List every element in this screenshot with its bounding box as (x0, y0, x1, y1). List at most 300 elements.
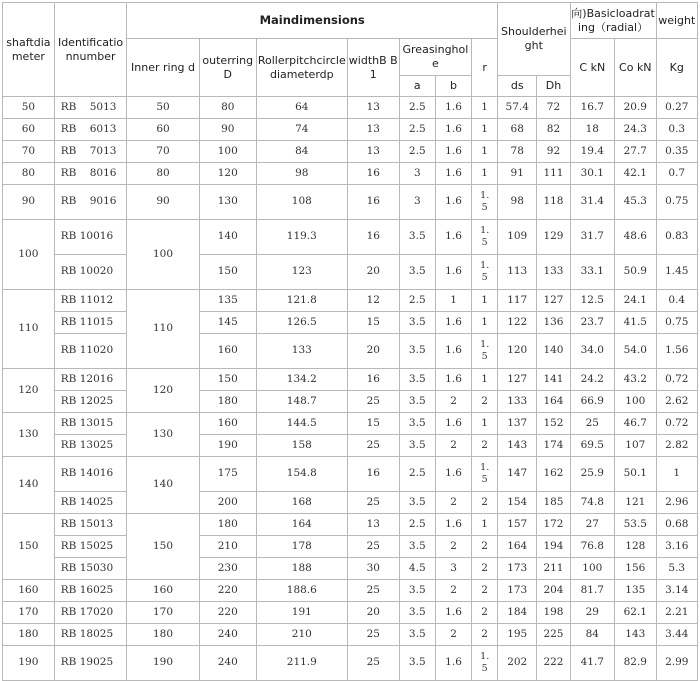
identification-cell: RB 12025 (54, 391, 127, 413)
pitch-diameter-cell: 108 (256, 185, 347, 220)
identification-cell: RB 19025 (54, 646, 127, 681)
ds-cell: 109 (498, 220, 537, 255)
outer-ring-cell: 145 (199, 312, 256, 334)
outer-ring-cell: 130 (199, 185, 256, 220)
outer-ring-cell: 150 (199, 255, 256, 290)
grease-a-cell: 3.5 (399, 435, 435, 457)
shaft-diameter-cell: 160 (3, 580, 55, 602)
c-cell: 34.0 (570, 334, 615, 369)
ds-cell: 143 (498, 435, 537, 457)
ds-cell: 137 (498, 413, 537, 435)
pitch-diameter-cell: 126.5 (256, 312, 347, 334)
header-shaft-diameter: shaftdiameter (3, 3, 55, 97)
dh-cell: 222 (537, 646, 570, 681)
weight-cell: 2.21 (656, 602, 697, 624)
c-cell: 66.9 (570, 391, 615, 413)
ds-cell: 147 (498, 457, 537, 492)
inner-ring-cell: 100 (127, 220, 200, 290)
pitch-diameter-cell: 210 (256, 624, 347, 646)
dh-cell: 133 (537, 255, 570, 290)
c-cell: 84 (570, 624, 615, 646)
co-cell: 53.5 (615, 514, 656, 536)
grease-a-cell: 3.5 (399, 255, 435, 290)
weight-cell: 2.96 (656, 492, 697, 514)
outer-ring-cell: 90 (199, 119, 256, 141)
grease-a-cell: 3.5 (399, 413, 435, 435)
width-cell: 20 (347, 602, 399, 624)
pitch-diameter-cell: 84 (256, 141, 347, 163)
weight-cell: 0.27 (656, 97, 697, 119)
co-cell: 62.1 (615, 602, 656, 624)
pitch-diameter-cell: 178 (256, 536, 347, 558)
weight-cell: 3.16 (656, 536, 697, 558)
width-cell: 13 (347, 514, 399, 536)
grease-a-cell: 3.5 (399, 536, 435, 558)
co-cell: 54.0 (615, 334, 656, 369)
outer-ring-cell: 175 (199, 457, 256, 492)
grease-a-cell: 3.5 (399, 646, 435, 681)
pitch-diameter-cell: 121.8 (256, 290, 347, 312)
pitch-diameter-cell: 98 (256, 163, 347, 185)
co-cell: 24.3 (615, 119, 656, 141)
pitch-diameter-cell: 188.6 (256, 580, 347, 602)
inner-ring-cell: 50 (127, 97, 200, 119)
r-cell: 2 (472, 391, 498, 413)
pitch-diameter-cell: 123 (256, 255, 347, 290)
ds-cell: 202 (498, 646, 537, 681)
dh-cell: 129 (537, 220, 570, 255)
grease-b-cell: 1.6 (435, 602, 471, 624)
weight-cell: 2.82 (656, 435, 697, 457)
ds-cell: 120 (498, 334, 537, 369)
header-inner-ring: Inner ring d (127, 39, 200, 97)
weight-cell: 0.4 (656, 290, 697, 312)
outer-ring-cell: 200 (199, 492, 256, 514)
c-cell: 12.5 (570, 290, 615, 312)
r-cell: 1 (472, 514, 498, 536)
dh-cell: 198 (537, 602, 570, 624)
co-cell: 43.2 (615, 369, 656, 391)
pitch-diameter-cell: 191 (256, 602, 347, 624)
outer-ring-cell: 100 (199, 141, 256, 163)
identification-cell: RB 9016 (54, 185, 127, 220)
dh-cell: 72 (537, 97, 570, 119)
width-cell: 16 (347, 369, 399, 391)
ds-cell: 91 (498, 163, 537, 185)
c-cell: 30.1 (570, 163, 615, 185)
table-row (3, 602, 698, 624)
ds-cell: 57.4 (498, 97, 537, 119)
grease-b-cell: 1.6 (435, 185, 471, 220)
table-row (3, 255, 698, 290)
weight-cell: 0.72 (656, 369, 697, 391)
shaft-diameter-cell: 190 (3, 646, 55, 681)
weight-cell: 0.7 (656, 163, 697, 185)
pitch-diameter-cell: 119.3 (256, 220, 347, 255)
outer-ring-cell: 210 (199, 536, 256, 558)
weight-cell: 0.83 (656, 220, 697, 255)
ds-cell: 195 (498, 624, 537, 646)
ds-cell: 68 (498, 119, 537, 141)
dh-cell: 136 (537, 312, 570, 334)
dh-cell: 92 (537, 141, 570, 163)
c-cell: 33.1 (570, 255, 615, 290)
outer-ring-cell: 230 (199, 558, 256, 580)
grease-b-cell: 1 (435, 290, 471, 312)
c-cell: 16.7 (570, 97, 615, 119)
co-cell: 46.7 (615, 413, 656, 435)
table-row (3, 163, 698, 185)
inner-ring-cell: 120 (127, 369, 200, 413)
outer-ring-cell: 240 (199, 624, 256, 646)
width-cell: 25 (347, 536, 399, 558)
identification-cell: RB 15025 (54, 536, 127, 558)
outer-ring-cell: 135 (199, 290, 256, 312)
r-cell: 1 (472, 413, 498, 435)
width-cell: 25 (347, 435, 399, 457)
header-kg: Kg (656, 39, 697, 97)
c-cell: 74.8 (570, 492, 615, 514)
shaft-diameter-cell: 60 (3, 119, 55, 141)
header-main-dimensions: Maindimensions (127, 3, 498, 39)
co-cell: 27.7 (615, 141, 656, 163)
dh-cell: 225 (537, 624, 570, 646)
shaft-diameter-cell: 180 (3, 624, 55, 646)
grease-a-cell: 2.5 (399, 457, 435, 492)
table-row (3, 492, 698, 514)
width-cell: 16 (347, 457, 399, 492)
grease-b-cell: 1.6 (435, 514, 471, 536)
pitch-diameter-cell: 211.9 (256, 646, 347, 681)
co-cell: 128 (615, 536, 656, 558)
weight-cell: 0.3 (656, 119, 697, 141)
header-roller-pitch-diameter: Rollerpitchcirclediameterdp (256, 39, 347, 97)
dh-cell: 172 (537, 514, 570, 536)
ds-cell: 98 (498, 185, 537, 220)
dh-cell: 118 (537, 185, 570, 220)
grease-b-cell: 2 (435, 492, 471, 514)
c-cell: 27 (570, 514, 615, 536)
r-cell: 1.5 (472, 334, 498, 369)
c-cell: 25.9 (570, 457, 615, 492)
pitch-diameter-cell: 64 (256, 97, 347, 119)
grease-b-cell: 1.6 (435, 255, 471, 290)
dh-cell: 174 (537, 435, 570, 457)
weight-cell: 3.14 (656, 580, 697, 602)
header-a: a (399, 76, 435, 97)
inner-ring-cell: 190 (127, 646, 200, 681)
outer-ring-cell: 140 (199, 220, 256, 255)
co-cell: 156 (615, 558, 656, 580)
pitch-diameter-cell: 148.7 (256, 391, 347, 413)
ds-cell: 117 (498, 290, 537, 312)
grease-a-cell: 3.5 (399, 391, 435, 413)
table-row (3, 624, 698, 646)
grease-b-cell: 2 (435, 391, 471, 413)
header-r: r (472, 39, 498, 97)
dh-cell: 162 (537, 457, 570, 492)
table-row (3, 435, 698, 457)
grease-b-cell: 1.6 (435, 163, 471, 185)
table-body (3, 97, 698, 681)
shaft-diameter-cell: 80 (3, 163, 55, 185)
c-cell: 24.2 (570, 369, 615, 391)
c-cell: 69.5 (570, 435, 615, 457)
grease-b-cell: 1.6 (435, 413, 471, 435)
grease-b-cell: 2 (435, 580, 471, 602)
width-cell: 16 (347, 163, 399, 185)
outer-ring-cell: 80 (199, 97, 256, 119)
identification-cell: RB 11015 (54, 312, 127, 334)
header-outer-ring: outerringD (199, 39, 256, 97)
identification-cell: RB 16025 (54, 580, 127, 602)
table-row (3, 334, 698, 369)
grease-a-cell: 3.5 (399, 220, 435, 255)
c-cell: 31.4 (570, 185, 615, 220)
dh-cell: 127 (537, 290, 570, 312)
co-cell: 82.9 (615, 646, 656, 681)
table-row (3, 97, 698, 119)
outer-ring-cell: 180 (199, 514, 256, 536)
inner-ring-cell: 170 (127, 602, 200, 624)
c-cell: 23.7 (570, 312, 615, 334)
r-cell: 1.5 (472, 185, 498, 220)
outer-ring-cell: 160 (199, 334, 256, 369)
identification-cell: RB 11020 (54, 334, 127, 369)
identification-cell: RB 15013 (54, 514, 127, 536)
c-cell: 76.8 (570, 536, 615, 558)
co-cell: 100 (615, 391, 656, 413)
width-cell: 20 (347, 334, 399, 369)
table-row (3, 457, 698, 492)
width-cell: 13 (347, 141, 399, 163)
grease-b-cell: 1.6 (435, 141, 471, 163)
pitch-diameter-cell: 144.5 (256, 413, 347, 435)
grease-b-cell: 1.6 (435, 334, 471, 369)
grease-b-cell: 1.6 (435, 119, 471, 141)
ds-cell: 133 (498, 391, 537, 413)
width-cell: 16 (347, 185, 399, 220)
r-cell: 2 (472, 492, 498, 514)
pitch-diameter-cell: 134.2 (256, 369, 347, 391)
table-row (3, 391, 698, 413)
inner-ring-cell: 90 (127, 185, 200, 220)
inner-ring-cell: 150 (127, 514, 200, 580)
grease-b-cell: 3 (435, 558, 471, 580)
outer-ring-cell: 190 (199, 435, 256, 457)
pitch-diameter-cell: 133 (256, 334, 347, 369)
co-cell: 20.9 (615, 97, 656, 119)
header-co-kn: Co kN (615, 39, 656, 97)
shaft-diameter-cell: 130 (3, 413, 55, 457)
width-cell: 16 (347, 220, 399, 255)
r-cell: 1 (472, 163, 498, 185)
identification-cell: RB 11012 (54, 290, 127, 312)
co-cell: 50.9 (615, 255, 656, 290)
inner-ring-cell: 140 (127, 457, 200, 514)
shaft-diameter-cell: 110 (3, 290, 55, 369)
dh-cell: 204 (537, 580, 570, 602)
weight-cell: 0.68 (656, 514, 697, 536)
table-row (3, 580, 698, 602)
identification-cell: RB 13025 (54, 435, 127, 457)
grease-b-cell: 2 (435, 624, 471, 646)
identification-cell: RB 5013 (54, 97, 127, 119)
table-row (3, 119, 698, 141)
grease-a-cell: 2.5 (399, 97, 435, 119)
dh-cell: 194 (537, 536, 570, 558)
ds-cell: 157 (498, 514, 537, 536)
inner-ring-cell: 60 (127, 119, 200, 141)
width-cell: 30 (347, 558, 399, 580)
inner-ring-cell: 130 (127, 413, 200, 457)
grease-a-cell: 3.5 (399, 624, 435, 646)
c-cell: 81.7 (570, 580, 615, 602)
pitch-diameter-cell: 168 (256, 492, 347, 514)
identification-cell: RB 14016 (54, 457, 127, 492)
grease-b-cell: 1.6 (435, 369, 471, 391)
shaft-diameter-cell: 90 (3, 185, 55, 220)
width-cell: 25 (347, 492, 399, 514)
shaft-diameter-cell: 70 (3, 141, 55, 163)
weight-cell: 2.62 (656, 391, 697, 413)
r-cell: 2 (472, 624, 498, 646)
bearing-spec-table (2, 2, 698, 681)
grease-a-cell: 3.5 (399, 492, 435, 514)
width-cell: 15 (347, 312, 399, 334)
ds-cell: 184 (498, 602, 537, 624)
pitch-diameter-cell: 158 (256, 435, 347, 457)
inner-ring-cell: 160 (127, 580, 200, 602)
header-shoulder-height: Shoulderheight (498, 3, 571, 76)
inner-ring-cell: 180 (127, 624, 200, 646)
r-cell: 1.5 (472, 220, 498, 255)
c-cell: 19.4 (570, 141, 615, 163)
c-cell: 29 (570, 602, 615, 624)
header-basic-load-rating: 向)Basicloadrating（radial） (570, 3, 656, 39)
c-cell: 31.7 (570, 220, 615, 255)
outer-ring-cell: 220 (199, 580, 256, 602)
identification-cell: RB 18025 (54, 624, 127, 646)
identification-cell: RB 6013 (54, 119, 127, 141)
ds-cell: 154 (498, 492, 537, 514)
grease-b-cell: 1.6 (435, 220, 471, 255)
dh-cell: 82 (537, 119, 570, 141)
grease-b-cell: 2 (435, 435, 471, 457)
grease-a-cell: 3 (399, 185, 435, 220)
ds-cell: 113 (498, 255, 537, 290)
header-dh: Dh (537, 76, 570, 97)
weight-cell: 2.99 (656, 646, 697, 681)
grease-a-cell: 2.5 (399, 141, 435, 163)
grease-b-cell: 1.6 (435, 646, 471, 681)
co-cell: 41.5 (615, 312, 656, 334)
table-row (3, 514, 698, 536)
outer-ring-cell: 150 (199, 369, 256, 391)
weight-cell: 1.56 (656, 334, 697, 369)
outer-ring-cell: 240 (199, 646, 256, 681)
inner-ring-cell: 80 (127, 163, 200, 185)
r-cell: 1 (472, 290, 498, 312)
r-cell: 2 (472, 602, 498, 624)
width-cell: 13 (347, 97, 399, 119)
c-cell: 100 (570, 558, 615, 580)
weight-cell: 1 (656, 457, 697, 492)
co-cell: 45.3 (615, 185, 656, 220)
header-weight: weight (656, 3, 697, 39)
width-cell: 25 (347, 624, 399, 646)
shaft-diameter-cell: 50 (3, 97, 55, 119)
inner-ring-cell: 110 (127, 290, 200, 369)
co-cell: 143 (615, 624, 656, 646)
identification-cell: RB 15030 (54, 558, 127, 580)
shaft-diameter-cell: 170 (3, 602, 55, 624)
shaft-diameter-cell: 140 (3, 457, 55, 514)
pitch-diameter-cell: 188 (256, 558, 347, 580)
table-row (3, 220, 698, 255)
header-ds: ds (498, 76, 537, 97)
co-cell: 48.6 (615, 220, 656, 255)
ds-cell: 127 (498, 369, 537, 391)
grease-a-cell: 2.5 (399, 514, 435, 536)
width-cell: 20 (347, 255, 399, 290)
shaft-diameter-cell: 150 (3, 514, 55, 580)
r-cell: 1.5 (472, 646, 498, 681)
r-cell: 2 (472, 536, 498, 558)
dh-cell: 211 (537, 558, 570, 580)
r-cell: 2 (472, 580, 498, 602)
ds-cell: 78 (498, 141, 537, 163)
identification-cell: RB 13015 (54, 413, 127, 435)
ds-cell: 173 (498, 580, 537, 602)
identification-cell: RB 10016 (54, 220, 127, 255)
weight-cell: 0.35 (656, 141, 697, 163)
grease-a-cell: 2.5 (399, 119, 435, 141)
grease-b-cell: 1.6 (435, 312, 471, 334)
header-identification-number: Identificationnumber (54, 3, 127, 97)
co-cell: 107 (615, 435, 656, 457)
width-cell: 13 (347, 119, 399, 141)
grease-a-cell: 3.5 (399, 602, 435, 624)
outer-ring-cell: 180 (199, 391, 256, 413)
grease-a-cell: 3.5 (399, 369, 435, 391)
r-cell: 1 (472, 312, 498, 334)
weight-cell: 5.3 (656, 558, 697, 580)
grease-a-cell: 3.5 (399, 312, 435, 334)
width-cell: 25 (347, 580, 399, 602)
width-cell: 25 (347, 646, 399, 681)
table-row (3, 413, 698, 435)
table-row (3, 558, 698, 580)
table-row (3, 312, 698, 334)
dh-cell: 185 (537, 492, 570, 514)
identification-cell: RB 14025 (54, 492, 127, 514)
pitch-diameter-cell: 164 (256, 514, 347, 536)
identification-cell: RB 17020 (54, 602, 127, 624)
r-cell: 1.5 (472, 457, 498, 492)
dh-cell: 111 (537, 163, 570, 185)
width-cell: 25 (347, 391, 399, 413)
grease-b-cell: 1.6 (435, 97, 471, 119)
table-row (3, 369, 698, 391)
grease-a-cell: 3 (399, 163, 435, 185)
dh-cell: 152 (537, 413, 570, 435)
pitch-diameter-cell: 74 (256, 119, 347, 141)
co-cell: 42.1 (615, 163, 656, 185)
co-cell: 135 (615, 580, 656, 602)
r-cell: 1.5 (472, 255, 498, 290)
shaft-diameter-cell: 100 (3, 220, 55, 290)
